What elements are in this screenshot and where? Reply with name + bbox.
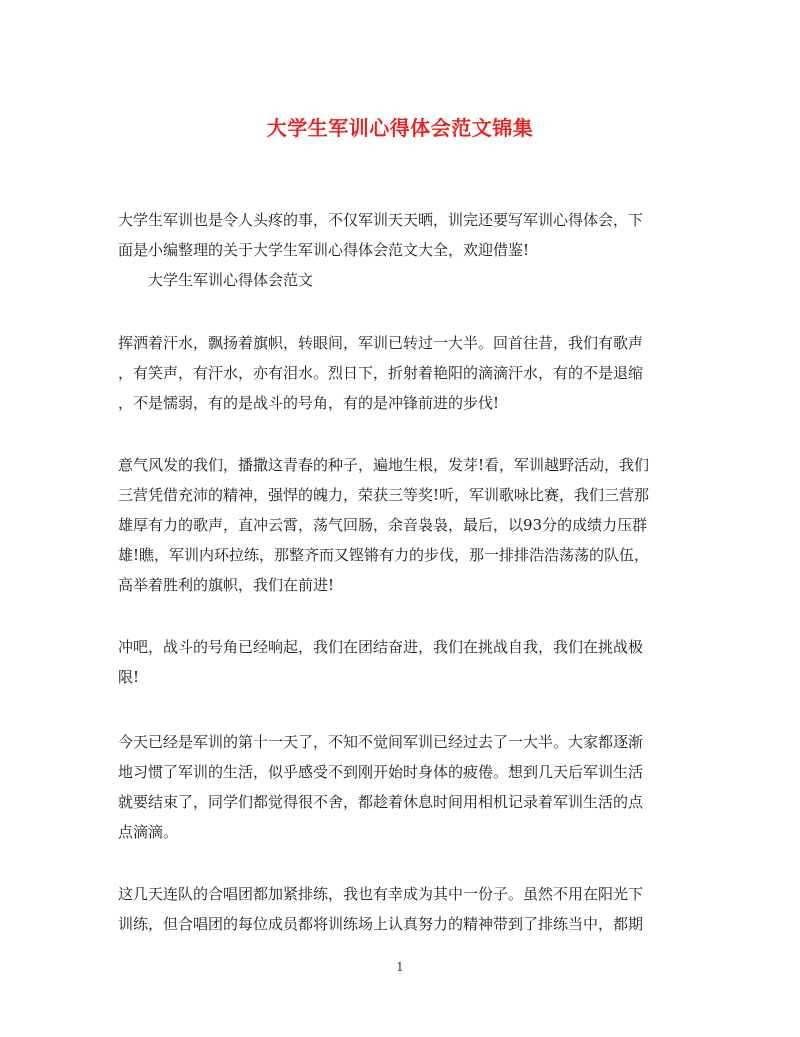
text-line: ，不是懦弱，有的是战斗的号角，有的是冲锋前进的步伐!	[118, 394, 500, 412]
text-line: 这几天连队的合唱团都加紧排练，我也有幸成为其中一份子。虽然不用在阳光下	[118, 885, 644, 903]
text-line: 面是小编整理的关于大学生军训心得体会范文大全，欢迎借鉴!	[118, 241, 530, 259]
text-line: 雄厚有力的歌声，直冲云霄，荡气回肠，余音袅袅，最后，以93分的成绩力压群	[118, 516, 648, 534]
text-line: 地习惯了军训的生活，似乎感受不到刚开始时身体的疲倦。想到几天后军训生活	[118, 763, 644, 781]
body-paragraph	[118, 328, 684, 418]
text-line: 意气风发的我们，播撒这青春的种子，遍地生根，发芽!看，军训越野活动，我们	[118, 456, 650, 474]
text-line: 大学生军训也是令人头疼的事，不仅军训天天晒，训完还要写军训心得体会，下	[118, 211, 644, 229]
text-line: 今天已经是军训的第十一天了，不知不觉间军训已经过去了一大半。大家都逐渐	[118, 733, 644, 751]
body-paragraph	[118, 450, 684, 600]
page-number: 1	[396, 960, 404, 974]
section-subheading	[118, 265, 684, 295]
text-line: 高举着胜利的旗帜，我们在前进!	[118, 576, 335, 594]
text-line: 就要结束了，同学们都觉得很不舍，都趁着休息时间用相机记录着军训生活的点	[118, 793, 644, 811]
text-line: 雄!瞧，军训内环拉练，那整齐而又铿锵有力的步伐，那一排排浩浩荡荡的队伍，	[118, 546, 650, 564]
text-line: 训练，但合唱团的每位成员都将训练场上认真努力的精神带到了排练当中，都期	[118, 915, 644, 933]
text-line: 冲吧，战斗的号角已经响起，我们在团结奋进，我们在挑战自我，我们在挑战极	[118, 638, 644, 656]
text-line: 点滴滴。	[118, 823, 179, 841]
text-line: 限!	[118, 668, 140, 686]
document-title: 大学生军训心得体会范文锦集	[266, 116, 534, 140]
text-line: 大学生军训心得体会范文	[148, 271, 314, 289]
body-paragraph	[118, 727, 684, 847]
body-paragraph	[118, 632, 684, 692]
text-line: 挥洒着汗水，飘扬着旗帜，转眼间，军训已转过一大半。回首往昔，我们有歌声	[118, 334, 644, 352]
intro-paragraph	[118, 205, 684, 265]
text-line: 三营凭借充沛的精神，强悍的魄力，荣获三等奖!听，军训歌咏比赛，我们三营那	[118, 486, 650, 504]
text-line: ，有笑声，有汗水，亦有泪水。烈日下，折射着艳阳的滴滴汗水，有的不是退缩	[118, 364, 644, 382]
body-paragraph	[118, 879, 684, 939]
